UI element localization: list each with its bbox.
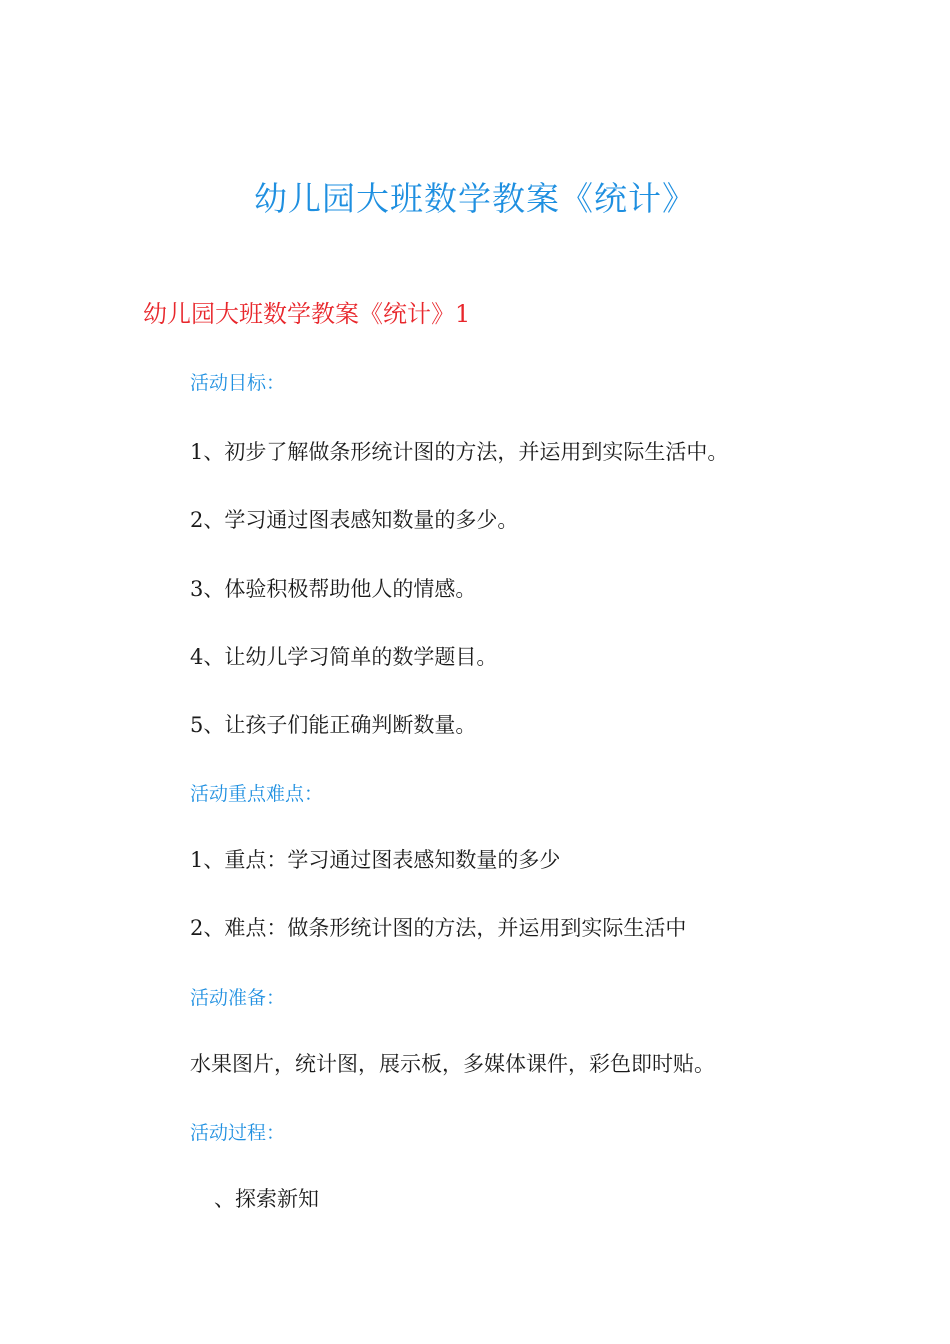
preparation-text: 水果图片，统计图，展示板，多媒体课件，彩色即时贴。	[190, 1052, 715, 1076]
section-title: 幼儿园大班数学教案《统计》1	[143, 300, 471, 328]
key-point-item: 2、难点：做条形统计图的方法，并运用到实际生活中	[190, 916, 687, 940]
goal-item: 1、初步了解做条形统计图的方法，并运用到实际生活中。	[190, 440, 729, 464]
goal-item: 3、体验积极帮助他人的情感。	[190, 577, 477, 601]
key-points-heading: 活动重点难点：	[190, 783, 324, 805]
key-point-item: 1、重点：学习通过图表感知数量的多少	[190, 848, 561, 872]
process-heading: 活动过程：	[190, 1122, 286, 1144]
goal-item: 4、让幼儿学习简单的数学题目。	[190, 645, 498, 669]
process-step: 、探索新知	[214, 1187, 319, 1211]
document-title: 幼儿园大班数学教案《统计》	[254, 179, 696, 218]
goals-heading: 活动目标：	[190, 372, 286, 394]
preparation-heading: 活动准备：	[190, 987, 286, 1009]
goal-item: 2、学习通过图表感知数量的多少。	[190, 508, 519, 532]
goal-item: 5、让孩子们能正确判断数量。	[190, 713, 477, 737]
